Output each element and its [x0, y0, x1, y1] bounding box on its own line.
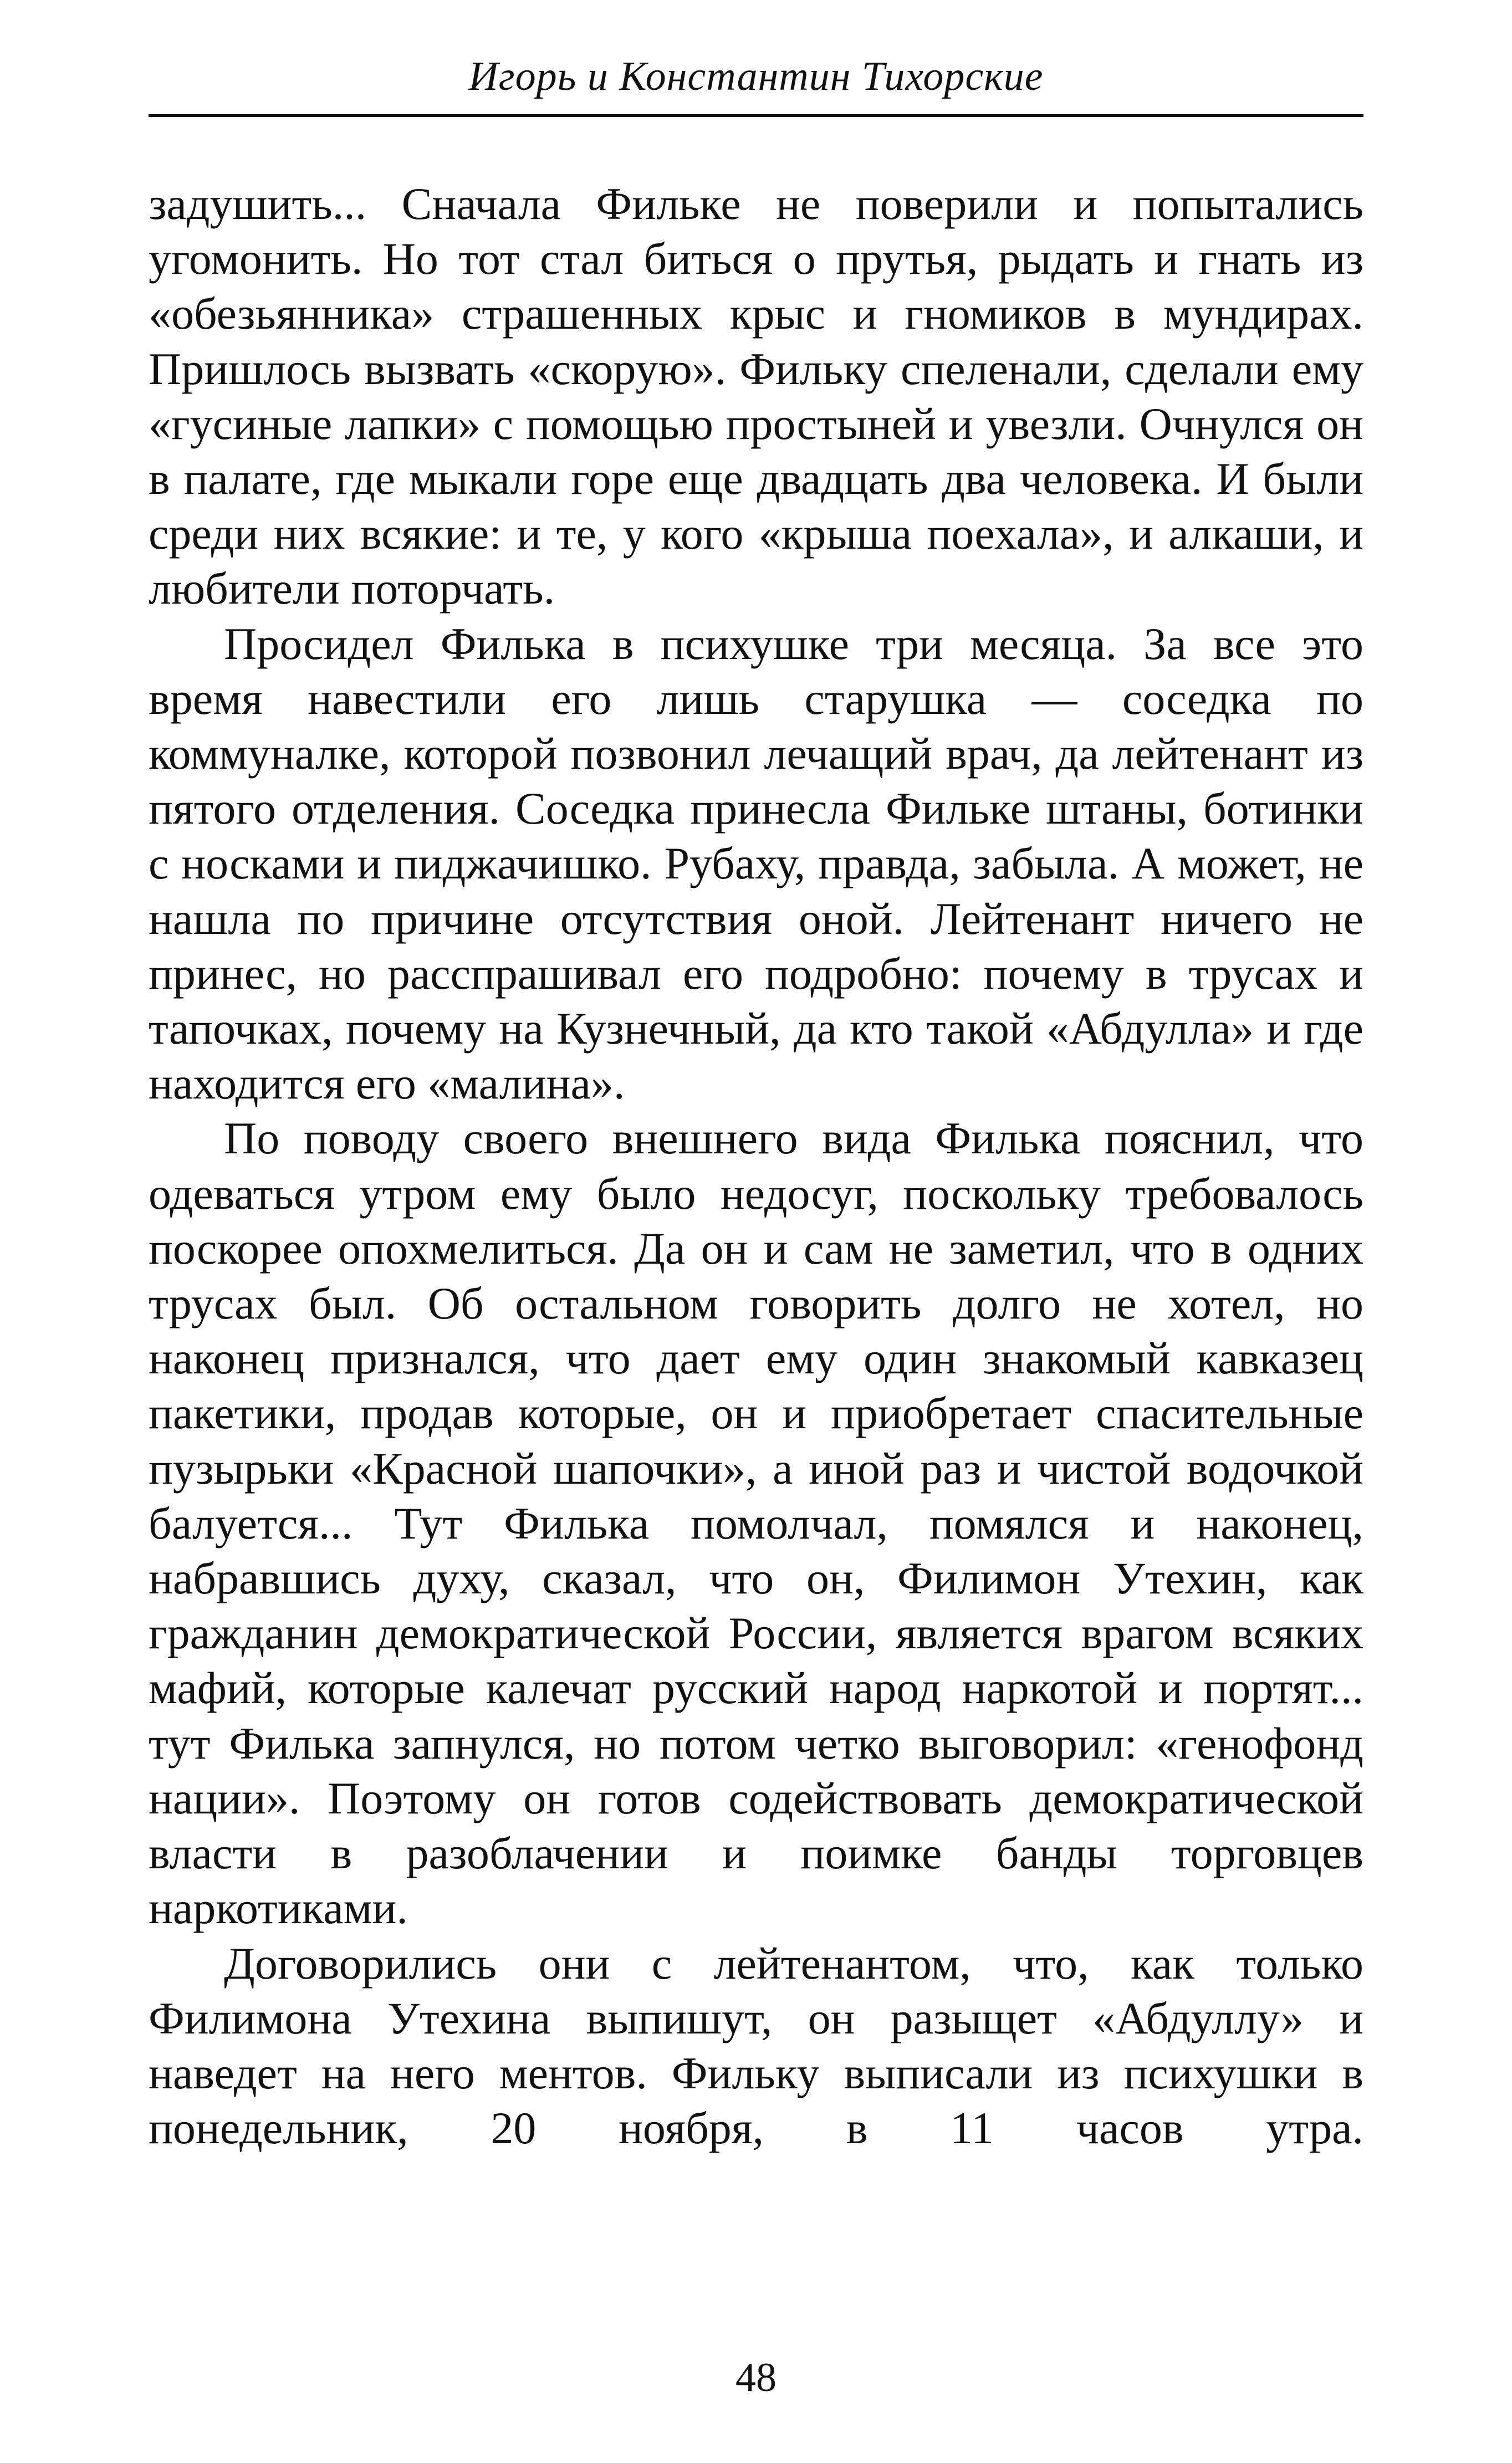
paragraph-2: Просидел Филька в психушке три месяца. За все это время навестили его лишь старушка — соседка по коммуналке, которой позвонил лечащий врач, да лейтенант из пятого отделения. Соседка принесла Фильке штаны, ботинки с носками и пиджачишко. Рубаху, правда, забыла. А может, не нашла по причине отсутствия оной. Лейтенант ничего не принес, но расспрашивал его подробно: почему в трусах и тапочках, почему на Кузнечный, да кто такой «Абдулла» и где находится его «малина». — [149, 618, 1363, 1109]
body-text — [149, 176, 1363, 2155]
paragraph-1: задушить... Сначала Фильке не поверили и попытались угомонить. Но тот стал биться о прутья, рыдать и гнать из «обезьянника» страшенных крыс и гномиков в мундирах. Пришлось вызвать «скорую». Фильку спеленали, сделали ему «гусиные лапки» с помощью простыней и увезли. Очнулся он в палате, где мыкали горе еще двадцать два человека. И были среди них всякие: и те, у кого «крыша поехала», и алкаши, и любители поторчать. — [149, 178, 1363, 614]
page-number: 48 — [735, 2355, 777, 2400]
header-rule — [149, 114, 1363, 117]
paragraph-4: Договорились они с лейтенантом, что, как только Филимона Утехина выпишут, он разыщет «Абдуллу» и наведет на него ментов. Фильку выписали из психушки в понедельник, 20 ноября, в 11 часов утра. — [149, 1938, 1363, 2154]
running-head: Игорь и Константин Тихорские — [468, 54, 1044, 99]
paragraph-3: По поводу своего внешнего вида Филька пояснил, что одеваться утром ему было недосуг, поскольку требовалось поскорее опохмелиться. Да он и сам не заметил, что в одних трусах был. Об остальном говорить долго не хотел, но наконец признался, что дает ему один знакомый кавказец пакетики, продав которые, он и приобретает спасительные пузырьки «Красной шапочки», а иной раз и чистой водочкой балуется... Тут Филька помолчал, помялся и наконец, набравшись духу, сказал, что он, Филимон Утехин, как гражданин демократической России, является врагом всяких мафий, которые калечат русский народ наркотой и портят... тут Филька запнулся, но потом четко выговорил: «генофонд нации». Поэтому он готов содействовать демократической власти в разоблачении и поимке банды торговцев наркотиками. — [149, 1113, 1363, 1934]
